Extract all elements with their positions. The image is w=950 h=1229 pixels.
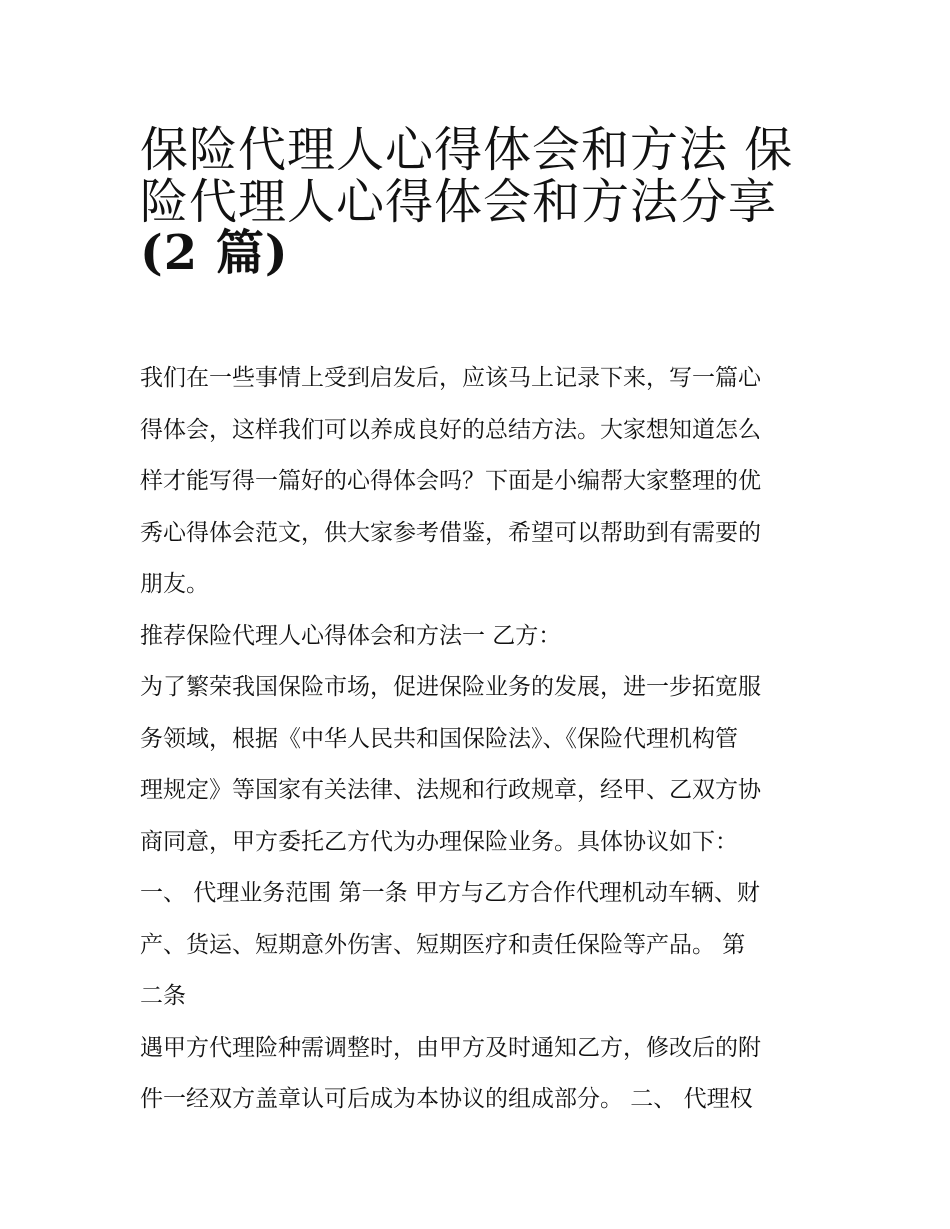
body-line: 二条	[140, 983, 186, 1009]
body-line: 样才能写得一篇好的心得体会吗？下面是小编帮大家整理的优	[140, 468, 761, 494]
body-line: 为了繁荣我国保险市场，促进保险业务的发展，进一步拓宽服	[140, 674, 761, 700]
body-line: 秀心得体会范文，供大家参考借鉴，希望可以帮助到有需要的	[140, 519, 761, 546]
title-line: (2 篇)	[140, 225, 289, 281]
body-line: 朋友。	[140, 571, 209, 597]
document-body	[140, 353, 820, 1126]
title-line: 保险代理人心得体会和方法 保	[140, 122, 794, 178]
body-line: 理规定》等国家有关法律、法规和行政规章，经甲、乙双方协	[140, 777, 761, 803]
document-title	[140, 112, 820, 281]
body-line: 推荐保险代理人心得体会和方法一 乙方：	[140, 622, 562, 649]
body-line: 得体会，这样我们可以养成良好的总结方法。大家想知道怎么	[140, 416, 761, 443]
body-line: 我们在一些事情上受到启发后，应该马上记录下来，写一篇心	[140, 365, 761, 391]
body-line: 商同意，甲方委托乙方代为办理保险业务。具体协议如下：	[140, 828, 738, 855]
body-line: 件一经双方盖章认可后成为本协议的组成部分。 二、 代理权	[140, 1086, 753, 1112]
title-line: 险代理人心得体会和方法分享	[140, 173, 778, 230]
body-line: 一、 代理业务范围 第一条 甲方与乙方合作代理机动车辆、财	[140, 880, 760, 906]
body-line: 遇甲方代理险种需调整时，由甲方及时通知乙方，修改后的附	[140, 1034, 761, 1061]
body-line: 产、货运、短期意外伤害、短期医疗和责任保险等产品。 第	[140, 931, 746, 958]
body-line: 务领域，根据《中华人民共和国保险法》、《保险代理机构管	[140, 725, 738, 752]
